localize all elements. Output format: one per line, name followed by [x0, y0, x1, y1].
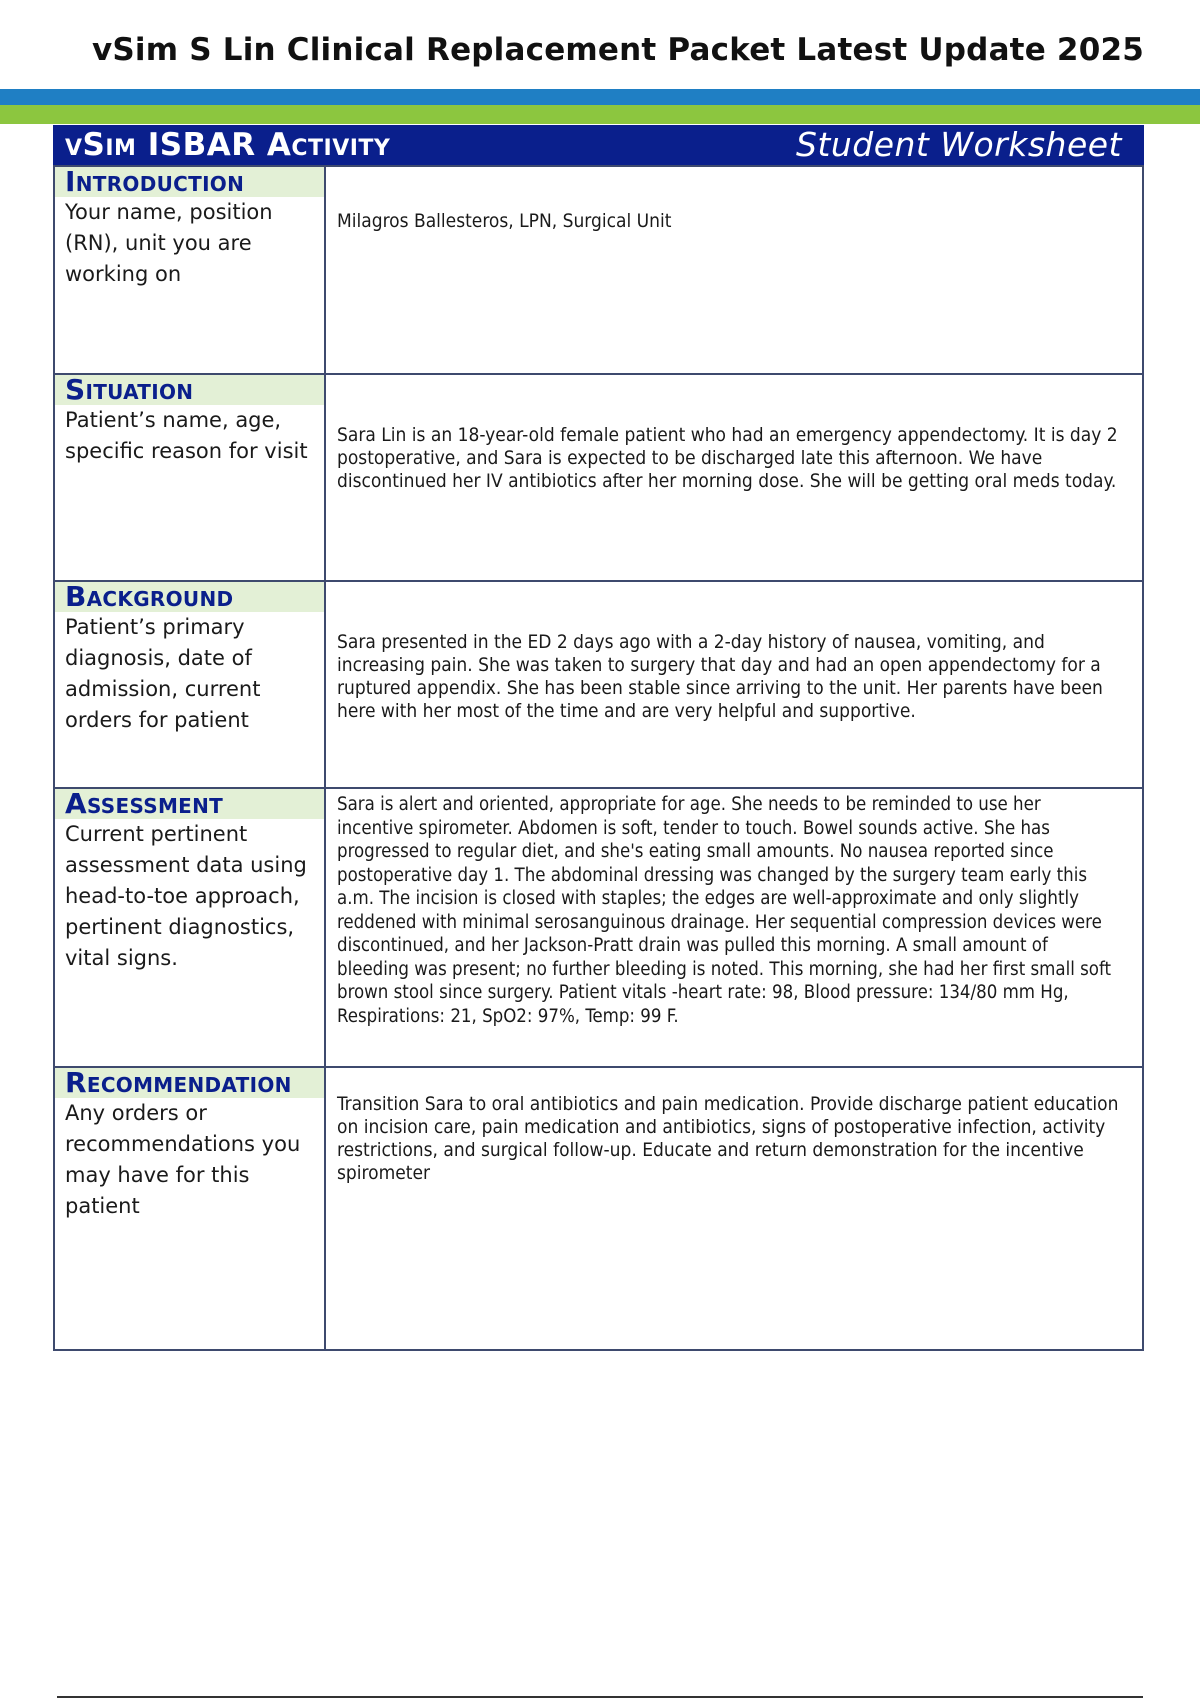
section-response[interactable]: Transition Sara to oral antibiotics and pain medication. Provide discharge patient education on incision care, pain medication and antibiotics, signs of postoperative infection, activity restrictions, and surgical follow-up. Educate and return demonstration for the incentive spirometer — [337, 1093, 1119, 1184]
section-recommendation — [55, 1068, 1142, 1349]
section-introduction — [55, 167, 1142, 375]
footer-divider — [57, 1696, 1143, 1698]
section-background — [55, 582, 1142, 789]
worksheet-label: Student Worksheet — [795, 125, 1122, 164]
header-band-green — [0, 105, 1200, 124]
section-label: Assessment — [55, 789, 324, 819]
section-header-cell — [55, 167, 326, 373]
section-header-cell — [55, 789, 326, 1066]
section-prompt: Patient’s primary diagnosis, date of admission, current orders for patient — [65, 615, 261, 732]
isbar-table — [53, 165, 1144, 1351]
section-response[interactable]: Sara presented in the ED 2 days ago with a 2-day history of nausea, vomiting, and increasing pain. She was taken to surgery that day and had an open appendectomy for a ruptured appendix. She has been stable since arriving to the unit. Her parents have been here with her most of the time and are very helpful and supportive. — [337, 631, 1103, 722]
section-response[interactable]: Sara is alert and oriented, appropriate for age. She needs to be reminded to use her incentive spirometer. Abdomen is soft, tender to touch. Bowel sounds active. She has progressed to regular diet, and she's eating small amounts. No nausea reported since postoperative day 1. The abdominal dressing was changed by the surgery team early this a.m. The incision is closed with staples; the edges are well-approximate and only slightly reddened with minimal serosanguinous drainage. Her sequential compression devices were discontinued, and her Jackson-Pratt drain was pulled this morning. A small amount of bleeding was present; no further bleeding is noted. This morning, she had her first small soft brown stool since surgery. Patient vitals -heart rate: 98, Blood pressure: 134/80 mm Hg, Respirations: 21, SpO2: 97%, Temp: 99 F. — [337, 794, 1112, 1027]
section-response[interactable]: Milagros Ballesteros, LPN, Surgical Unit — [337, 210, 672, 232]
section-prompt: Any orders or recommendations you may have for this patient — [65, 1101, 301, 1218]
section-prompt: Current pertinent assessment data using head-to-toe approach, pertinent diagnostics, vital signs. — [65, 822, 307, 970]
section-label: Introduction — [55, 167, 324, 197]
page-title: vSim S Lin Clinical Replacement Packet Latest Update 2025 — [91, 32, 1145, 68]
section-prompt: Your name, position (RN), unit you are working on — [65, 200, 273, 286]
section-assessment — [55, 789, 1142, 1068]
section-header-cell — [55, 375, 326, 580]
activity-title: vSim ISBAR Activity — [65, 127, 391, 163]
section-label: Recommendation — [55, 1068, 324, 1098]
section-response[interactable]: Sara Lin is an 18-year-old female patient who had an emergency appendectomy. It is day 2 postoperative, and Sara is expected to be discharged late this afternoon. We have discontinued her IV antibiotics after her morning dose. She will be getting oral meds today. — [337, 424, 1118, 492]
section-label: Situation — [55, 375, 324, 405]
section-label: Background — [55, 582, 324, 612]
section-header-cell — [55, 1068, 326, 1349]
header-band-blue — [0, 89, 1200, 105]
section-prompt: Patient’s name, age, specific reason for visit — [65, 408, 308, 463]
worksheet-header — [53, 125, 1144, 165]
section-situation — [55, 375, 1142, 582]
section-header-cell — [55, 582, 326, 787]
